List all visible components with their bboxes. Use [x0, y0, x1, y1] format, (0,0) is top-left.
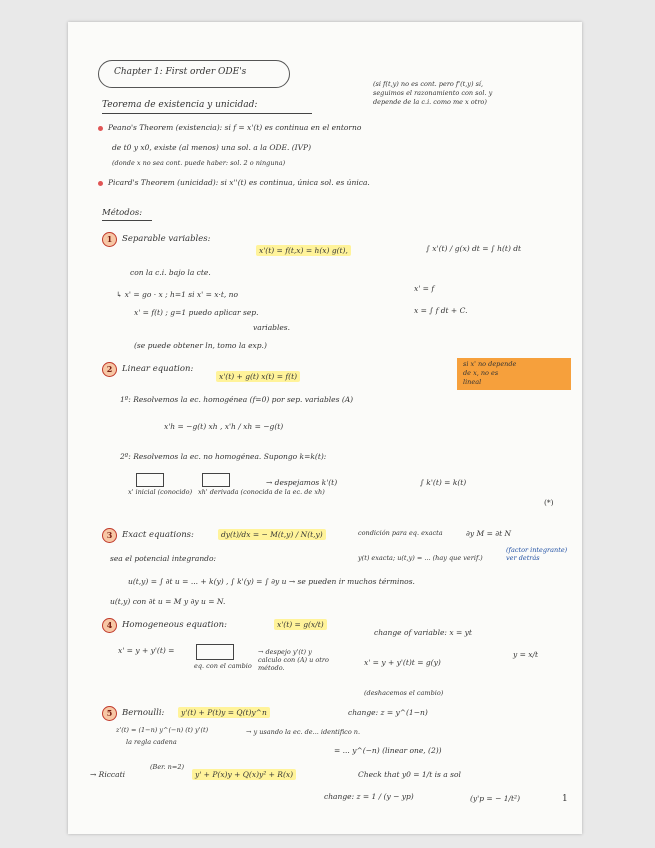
- riccati-yp: (y'p = − 1/t²): [470, 794, 520, 803]
- methods-underline: [102, 220, 152, 221]
- side-note-3: depende de la c.i. como me x otro): [373, 98, 487, 106]
- riccati-label: → Riccati: [90, 770, 125, 779]
- m3-formula: dy(t)/dx = − M(t,y) / N(t,y): [218, 530, 326, 539]
- m1-right1: x' = f: [414, 284, 435, 293]
- m2-step2: 2º: Resolvemos la ec. no homogénea. Supongo k=k(t):: [120, 452, 327, 461]
- bullet: [98, 126, 103, 131]
- m2-star: (*): [544, 498, 554, 507]
- riccati-sub: (Ber. n=2): [150, 763, 184, 771]
- m4-label: eq. con el cambio: [194, 662, 252, 670]
- m4-title: Homogeneous equation:: [122, 620, 227, 630]
- subtitle: Teorema de existencia y unicidad:: [102, 100, 258, 110]
- placeholder-box: [196, 644, 234, 660]
- m4-change: change of variable: x = yt: [374, 628, 472, 637]
- orange-note-3: lineal: [463, 378, 482, 386]
- m2-eq1: x'h = −g(t) xh , x'h / xh = −g(t): [164, 422, 284, 431]
- notebook-page: [68, 22, 582, 834]
- m5-title: Bernoulli:: [122, 708, 165, 718]
- m1-note3: variables.: [253, 323, 291, 332]
- m5-right: → y usando la ec. de... identifico n.: [246, 728, 361, 736]
- m3-factor-note: (factor integrante) ver detrás: [506, 546, 568, 562]
- m2-formula: x'(t) + g(t) x(t) = f(t): [216, 372, 300, 381]
- method-number-badge: 4: [102, 618, 117, 633]
- m5-formula: y'(t) + P(t)y = Q(t)y^n: [178, 708, 270, 717]
- m1-line2: con la c.i. bajo la cte.: [130, 268, 211, 277]
- method-number-badge: 1: [102, 232, 117, 247]
- m2-step1: 1º: Resolvemos la ec. homogénea (f=0) por sep. variables (A): [120, 395, 354, 404]
- m1-right2: x = ∫ f dt + C.: [414, 306, 468, 315]
- m5-z2: la regla cadena: [126, 738, 177, 746]
- riccati-check: Check that y0 = 1/t is a sol: [358, 770, 461, 779]
- page-number: 1: [562, 794, 568, 804]
- m3-title: Exact equations:: [122, 530, 194, 540]
- m3-pot2: u(t,y) con ∂t u = M y ∂y u = N.: [110, 597, 226, 606]
- method-number-badge: 2: [102, 362, 117, 377]
- m2-arrow: → despejamos k'(t): [266, 478, 338, 487]
- m3-cond: ∂y M = ∂t N: [466, 529, 512, 538]
- side-note-1: (si f(t,y) no es cont. pero f'(t,y) sí,: [373, 80, 484, 88]
- m5-change: change: z = y^(1−n): [348, 708, 428, 717]
- m1-integral: ∫ x'(t) / g(x) dt = ∫ h(t) dt: [426, 244, 522, 253]
- m2-title: Linear equation:: [122, 364, 194, 374]
- m2-label-b: xh' derivada (conocida de la ec. de xh): [198, 488, 325, 496]
- m3-cond-label: condición para eq. exacta: [358, 529, 443, 537]
- m1-note1: ↳ x' = go · x ; h=1 si x' = x·t, no: [116, 290, 238, 299]
- m5-right2: = ... y^(−n) (linear one, (2)): [334, 746, 442, 755]
- riccati-change: change: z = 1 / (y − yp): [324, 792, 414, 801]
- orange-note-1: si x' no depende: [463, 360, 517, 368]
- peano-line-3: (donde x no sea cont. puede haber: sol. 2 o ninguna): [112, 159, 286, 167]
- m4-right: x' = y + y'(t)t = g(y): [364, 658, 441, 667]
- placeholder-box: [202, 473, 230, 487]
- m2-integral: ∫ k'(t) = k(t): [420, 478, 467, 487]
- m3-pot: u(t,y) = ∫ ∂t u = ... + k(y) , ∫ k'(y) = ∫ ∂y u → se pueden ir muchos términos.: [128, 577, 415, 586]
- m4-right2: y = x/t: [513, 650, 539, 659]
- m1-note4: (se puede obtener ln, tomo la exp.): [134, 341, 267, 350]
- m4-arrow: → despejo y'(t) y calculo con (A) u otro método.: [258, 648, 329, 672]
- side-note-2: seguimos el razonamiento con sol. y: [373, 89, 493, 97]
- method-number-badge: 5: [102, 706, 117, 721]
- subtitle-underline: [102, 113, 312, 114]
- bullet: [98, 181, 103, 186]
- placeholder-box: [136, 473, 164, 487]
- m2-label-a: x' inicial (conocido): [128, 488, 193, 496]
- orange-note-2: de x, no es: [463, 369, 499, 377]
- m3-line2: sea el potencial integrando:: [110, 554, 217, 563]
- m1-title: Separable variables:: [122, 234, 211, 244]
- method-number-badge: 3: [102, 528, 117, 543]
- m4-eq: x' = y + y'(t) =: [118, 646, 175, 655]
- page-title: Chapter 1: First order ODE's: [114, 67, 247, 77]
- m1-note2: x' = f(t) ; g=1 puedo aplicar sep.: [134, 308, 259, 317]
- peano-line-2: de t0 y x0, existe (al menos) una sol. a la ODE. (IVP): [112, 143, 312, 152]
- m4-deshacer: (deshacemos el cambio): [364, 689, 444, 697]
- m5-z: z'(t) = (1−n) y^(−n) (t) y'(t): [116, 726, 209, 734]
- methods-heading: Métodos:: [102, 208, 143, 218]
- riccati-formula: y' + P(x)y + Q(x)y² + R(x): [192, 770, 296, 779]
- picard-line: Picard's Theorem (unicidad): si x''(t) es continua, única sol. es única.: [108, 178, 370, 187]
- m3-line2b: y(t) exacta; u(t,y) = ... (hay que verif.): [358, 554, 483, 562]
- peano-line-1: Peano's Theorem (existencia): si f = x'(t) es continua en el entorno: [108, 123, 362, 132]
- m4-formula: x'(t) = g(x/t): [274, 620, 327, 629]
- m1-formula: x'(t) = f(t,x) = h(x) g(t),: [256, 246, 351, 255]
